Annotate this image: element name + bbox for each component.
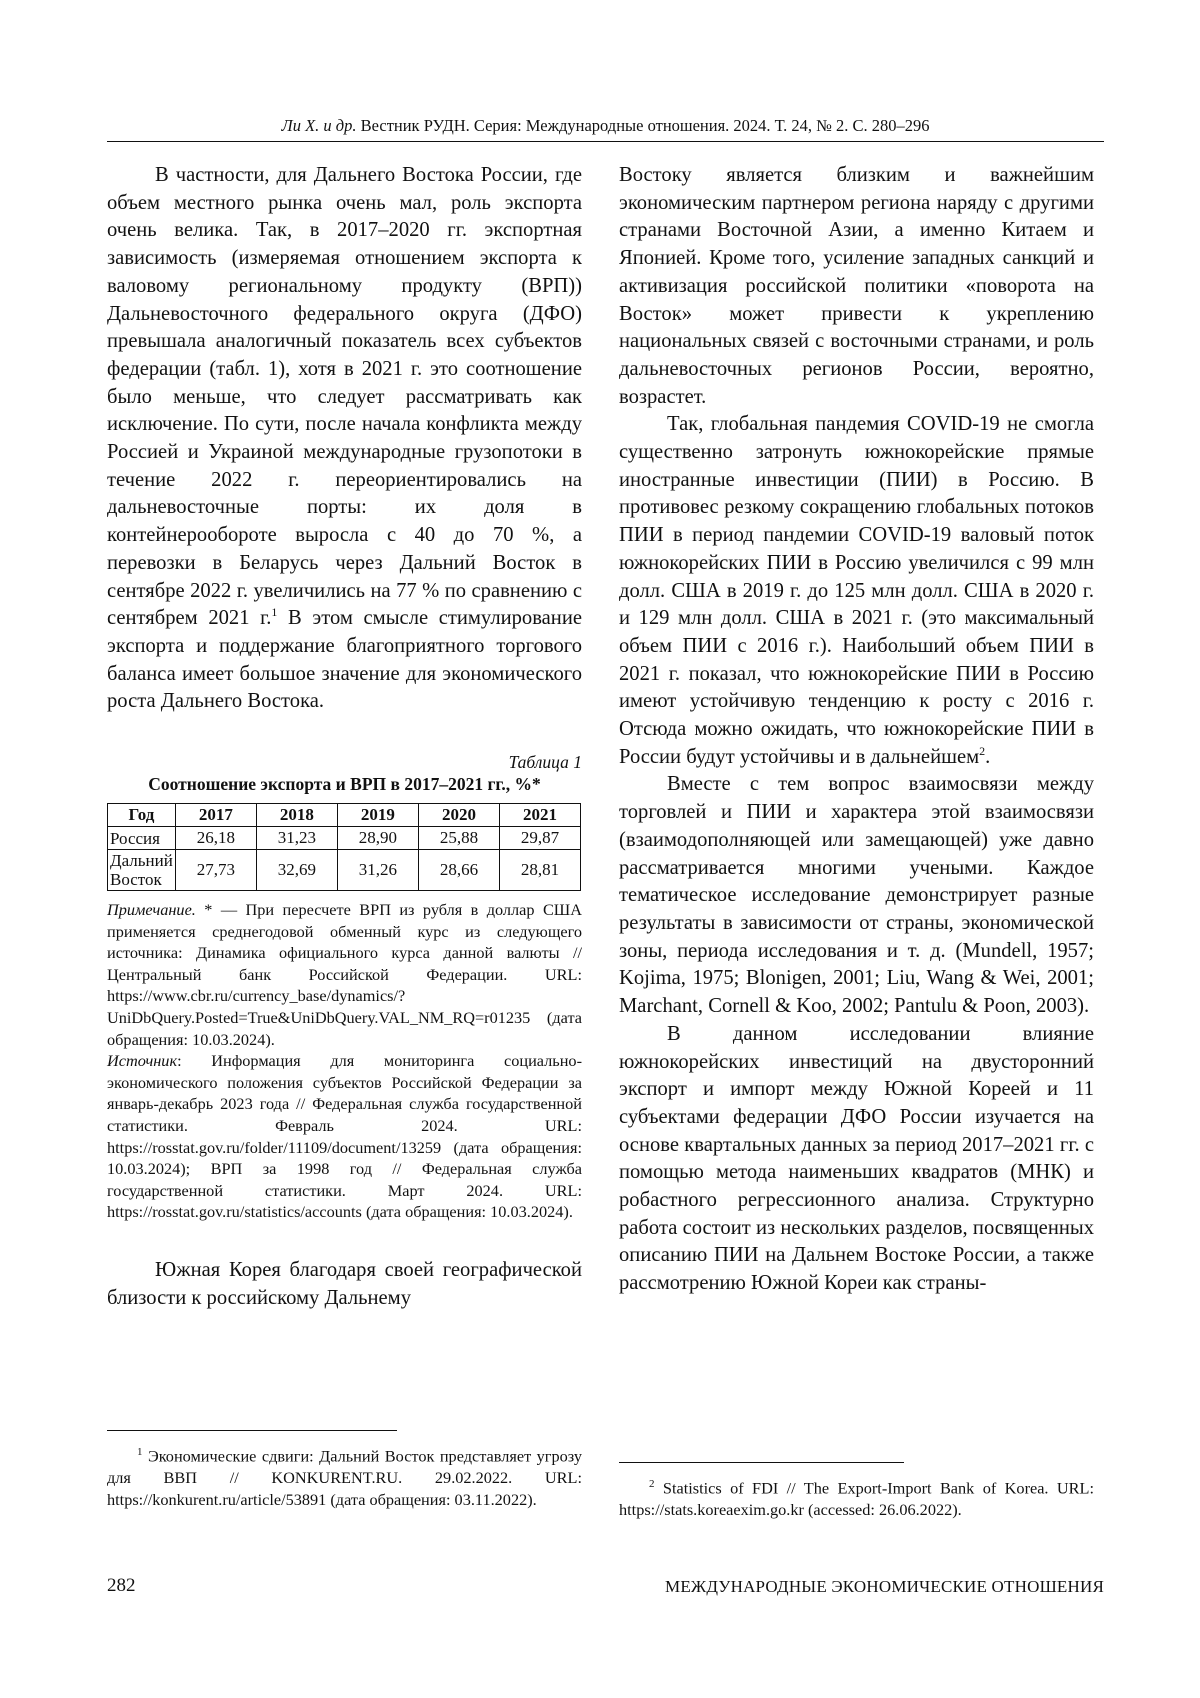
header-journal: Вестник РУДН. Серия: Международные отношения. 2024. Т. 24, № 2. С. 280–296 [360, 116, 930, 135]
running-head [107, 116, 1104, 136]
table-title: Соотношение экспорта и ВРП в 2017–2021 гг., %* [148, 774, 541, 795]
table-cell: 29,87 [499, 827, 580, 850]
paragraph-this-study: В данном исследовании влияние южнокорейских инвестиций на двусторонний экспорт и импорт между Южной Кореей и 11 субъектами федерации ДФО России изучается на основе квартальных данных за период 2017–2021 гг. с помощью метода наименьших квадратов (МНК) и робастного регрессионного анализа. Структурно работа состоит из нескольких разделов, посвященных описанию ПИИ на Дальнем Востоке России, а также рассмотрению Южной Кореи как страны- [619, 1022, 1094, 1295]
header-authors: Ли Х. и др. [281, 116, 357, 135]
export-grp-table [107, 803, 581, 891]
footnote-ref-2[interactable]: 2 [979, 743, 986, 758]
table-header-cell: 2019 [337, 804, 418, 827]
table-cell: 28,90 [337, 827, 418, 850]
paragraph-south-korea: Южная Корея благодаря своей географической близости к российскому Дальнему [107, 1258, 582, 1309]
table-cell: 27,73 [175, 850, 256, 891]
table-cell: 31,26 [337, 850, 418, 891]
paragraph-covid-fdi: Так, глобальная пандемия COVID-19 не смогла существенно затронуть южнокорейские прямые иностранные инвестиции (ПИИ) в Россию. В противовес резкому сокращению глобальных потоков ПИИ в период пандемии COVID-19 валовый поток южнокорейских ПИИ в Россию увеличился с 99 млн долл. США в 2019 г. до 125 млн долл. США в 2020 г. и 129 млн долл. США в 2021 г. (это максимальный объем ПИИ с 2016 г.). Наибольший объем ПИИ в 2021 г. показал, что южнокорейские ПИИ в Россию имеют устойчивую тенденцию к росту с 2016 г. Отсюда можно ожидать, что южнокорейские ПИИ в России будут устойчивы и в дальнейшем$^2$. [619, 413, 1094, 768]
paragraph-partner-region: Востоку является близким и важнейшим экономическим партнером региона наряду с другими странами Восточной Азии, а именно Китаем и Японией. Кроме того, усиление западных санкций и активизация российской политики «поворота на Восток» может привести к укреплению национальных связей с восточными странами, и роль дальневосточных регионов России, вероятно, возрастет. [619, 164, 1094, 408]
table-cell: 25,88 [418, 827, 499, 850]
table-header-cell: 2017 [175, 804, 256, 827]
table-note: Примечание. * — При пересчете ВРП из рубля в доллар США применяется среднегодовой обменный курс из следующего источника: Динамика официального курса данной валюты // Центральный банк Российской Федерации. URL: https://www.cbr.ru/currency_base/dynamics/?UniDbQuery.Posted=True&UniDbQuery.VAL_NM_RQ=r01235 (дата обращения: 10.03.2024). Источник: Информация для мониторинга социально-экономического положения субъектов Российской Федерации за январь-декабрь 2023 года // Федеральная служба государственной статистики. Февраль 2024. URL: https://rosstat.gov.ru/folder/11109/document/13259 (дата обращения: 10.03.2024); ВРП за 1998 год // Федеральная служба государственной статистики. Март 2024. URL: https://rosstat.gov.ru/statistics/accounts (дата обращения: 10.03.2024). [107, 900, 582, 1222]
table-header-row [108, 804, 581, 827]
header-rule [107, 141, 1104, 142]
footnote-mark-2: 2 [649, 1478, 655, 1490]
table-cell: 31,23 [256, 827, 337, 850]
left-column [107, 162, 582, 1312]
footnote-1: $^1$ Экономические сдвиги: Дальний Восток представляет угрозу для ВВП // KONKURENT.RU. 29.02.2022. URL: https://konkurent.ru/article/53891 (дата обращения: 03.11.2022). [107, 1446, 582, 1509]
right-column [619, 162, 1094, 1298]
table-header-cell: 2020 [418, 804, 499, 827]
table-header-cell: 2021 [499, 804, 580, 827]
table-header-cell: Год [108, 804, 176, 827]
row-label-far-east: Дальний Восток [108, 850, 176, 891]
footnote-rule-right [619, 1462, 904, 1463]
footnote-rule-left [107, 1430, 397, 1431]
table-cell: 28,81 [499, 850, 580, 891]
table-row [108, 827, 581, 850]
paragraph-far-east-export: В частности, для Дальнего Востока России, где объем местного рынка очень мал, роль экспорта очень велика. Так, в 2017–2020 гг. экспортная зависимость (измеряемая отношением экспорта к валовому региональному продукту (ВРП)) Дальневосточного федерального округа (ДФО) превышала аналогичный показатель всех субъектов федерации (табл. 1), хотя в 2021 г. это соотношение было меньше, что следует рассматривать как исключение. По сути, после начала конфликта между Россией и Украиной международные грузопотоки в течение 2022 г. переориентировались на дальневосточные порты: их доля в контейнерообороте выросла с 40 до 70 %, а перевозки в Беларусь через Дальний Восток в сентябре 2022 г. увеличились на 77 % по сравнению с сентябрем 2021 г.$^1$ В этом смысле стимулирование экспорта и поддержание благоприятного торгового баланса имеет большое значение для экономического роста Дальнего Востока. [107, 164, 582, 713]
table-row [108, 850, 581, 891]
table-cell: 32,69 [256, 850, 337, 891]
table-caption: Таблица 1 [508, 752, 582, 773]
page-number: 282 [107, 1575, 136, 1596]
footnote-ref-1[interactable]: 1 [271, 605, 278, 620]
table-cell: 26,18 [175, 827, 256, 850]
footnote-mark-1: 1 [137, 1446, 143, 1458]
footnote-2: $^2$ Statistics of FDI // The Export-Import Bank of Korea. URL: https://stats.koreaexim.go.kr (accessed: 26.06.2022). [619, 1478, 1094, 1520]
paragraph-trade-fdi-relationship: Вместе с тем вопрос взаимосвязи между торговлей и ПИИ и характера этой взаимосвязи (взаимодополняющей или замещающей) уже давно рассматривается многими учеными. Каждое тематическое исследование демонстрирует разные результаты в зависимости от страны, экономической зоны, периода исследования и т. д. (Mundell, 1957; Kojima, 1975; Blonigen, 2001; Liu, Wang & Wei, 2001; Marchant, Cornell & Koo, 2002; Pantulu & Poon, 2003). [619, 773, 1094, 1018]
table-header-cell: 2018 [256, 804, 337, 827]
row-label-russia: Россия [108, 827, 176, 850]
section-title: МЕЖДУНАРОДНЫЕ ЭКОНОМИЧЕСКИЕ ОТНОШЕНИЯ [665, 1577, 1104, 1596]
table-cell: 28,66 [418, 850, 499, 891]
